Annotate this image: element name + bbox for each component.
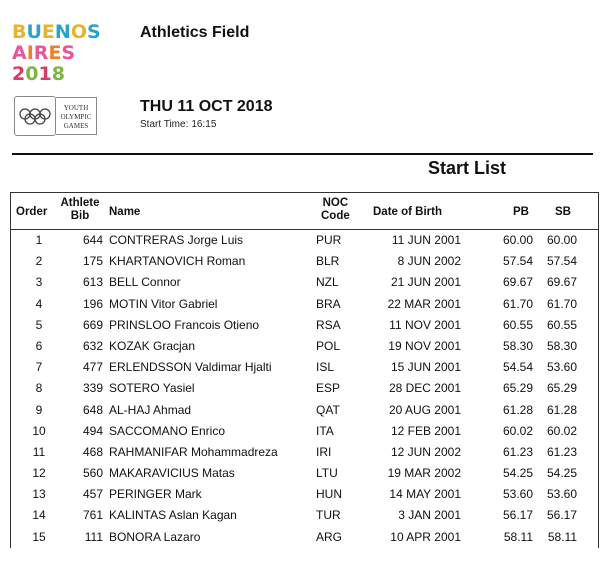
cell-noc: ARG — [316, 529, 343, 544]
cell-sb: 65.29 — [546, 381, 577, 396]
cell-noc: NZL — [316, 275, 339, 290]
cell-noc: LTU — [316, 466, 338, 481]
cell-date-of-birth: 15 JUN 2001 — [390, 360, 461, 375]
logo-letter: E — [48, 42, 62, 64]
cell-noc: POL — [316, 338, 341, 353]
cell-date-of-birth: 8 JUN 2002 — [397, 254, 461, 269]
cell-noc: ESP — [316, 381, 341, 396]
youth-olympic-games-emblem — [14, 96, 98, 136]
cell-date-of-birth: 19 NOV 2001 — [388, 338, 461, 353]
cell-order: 3 — [35, 275, 43, 290]
col-header-noc-line1: NOC — [322, 197, 349, 209]
youth-olympic-games-label: YOUTH OLYMPIC GAMES — [56, 97, 97, 135]
cell-date-of-birth: 28 DEC 2001 — [388, 381, 461, 396]
cell-name: SOTERO Yasiel — [109, 381, 195, 396]
cell-sb: 69.67 — [546, 275, 577, 290]
cell-noc: ISL — [316, 360, 335, 375]
table-row — [11, 315, 598, 336]
cell-order: 1 — [35, 233, 43, 247]
cell-sb: 61.70 — [546, 296, 577, 311]
start-time — [140, 119, 216, 130]
cell-name: KOZAK Gracjan — [109, 338, 196, 353]
cell-name: KHARTANOVICH Roman — [109, 254, 246, 269]
table-row — [11, 527, 598, 548]
table-row — [11, 421, 598, 442]
logo-line-1 — [12, 22, 104, 43]
cell-order: 6 — [35, 338, 43, 353]
cell-date-of-birth: 12 JUN 2002 — [390, 444, 461, 459]
cell-order: 15 — [32, 529, 46, 544]
cell-bib: 632 — [82, 338, 103, 353]
cell-pb: 61.28 — [502, 402, 533, 417]
cell-pb: 54.25 — [502, 466, 533, 481]
olympic-rings-icon — [14, 96, 56, 136]
cell-noc: ITA — [316, 423, 334, 438]
cell-date-of-birth: 11 JUN 2001 — [391, 233, 461, 247]
table-row — [11, 505, 598, 526]
cell-sb: 61.23 — [546, 444, 577, 459]
cell-name: AL-HAJ Ahmad — [109, 402, 192, 417]
cell-order: 7 — [35, 360, 43, 375]
table-row — [11, 294, 598, 315]
cell-name: MAKARAVICIUS Matas — [109, 466, 235, 481]
cell-bib: 613 — [82, 275, 103, 290]
cell-name: PRINSLOO Francois Otieno — [109, 317, 260, 332]
cell-order: 11 — [32, 444, 46, 459]
col-header-athlete-bib-line1: Athlete — [60, 197, 100, 209]
cell-pb: 60.55 — [502, 317, 533, 332]
cell-order: 13 — [32, 487, 46, 502]
cell-date-of-birth: 10 APR 2001 — [390, 529, 461, 544]
cell-bib: 457 — [82, 487, 103, 502]
logo-letter: 8 — [51, 63, 65, 85]
logo-letter: B — [12, 21, 27, 43]
table-row — [11, 272, 598, 293]
cell-name: CONTRERAS Jorge Luis — [109, 233, 244, 247]
cell-order: 10 — [32, 423, 46, 438]
cell-date-of-birth: 19 MAR 2002 — [387, 466, 461, 481]
cell-pb: 56.17 — [502, 508, 533, 523]
cell-pb: 57.54 — [502, 254, 533, 269]
cell-bib: 196 — [82, 296, 103, 311]
cell-order: 9 — [35, 402, 43, 417]
cell-noc: BLR — [316, 254, 340, 269]
cell-noc: RSA — [316, 317, 341, 332]
cell-name: SACCOMANO Enrico — [109, 423, 226, 438]
start-time-value: 16:15 — [191, 119, 217, 130]
cell-date-of-birth: 12 FEB 2001 — [390, 423, 461, 438]
cell-bib: 644 — [82, 233, 103, 247]
cell-name: ERLENDSSON Valdimar Hjalti — [109, 360, 272, 375]
logo-letter: N — [54, 21, 71, 43]
table-row — [11, 357, 598, 378]
cell-bib: 111 — [84, 529, 103, 544]
table-row — [11, 336, 598, 357]
cell-date-of-birth: 22 MAR 2001 — [387, 296, 461, 311]
logo-letter: U — [26, 21, 42, 43]
cell-sb: 57.54 — [546, 254, 577, 269]
cell-name: KALINTAS Aslan Kagan — [109, 508, 237, 523]
cell-sb: 58.11 — [547, 529, 577, 544]
cell-sb: 54.25 — [546, 466, 577, 481]
col-header-noc-line2: Code — [321, 210, 350, 222]
cell-sb: 56.17 — [546, 508, 577, 523]
start-time-label: Start Time: — [140, 119, 189, 130]
cell-order: 14 — [32, 508, 46, 523]
header-divider — [12, 153, 593, 155]
cell-date-of-birth: 3 JAN 2001 — [398, 508, 461, 523]
col-header-order: Order — [16, 206, 48, 218]
cell-order: 12 — [32, 466, 46, 481]
cell-pb: 58.11 — [503, 529, 533, 544]
table-row — [11, 400, 598, 421]
cell-bib: 494 — [82, 423, 103, 438]
table-row — [11, 463, 598, 484]
cell-pb: 54.54 — [502, 360, 533, 375]
cell-name: PERINGER Mark — [109, 487, 202, 502]
cell-bib: 761 — [82, 508, 103, 523]
cell-bib: 560 — [82, 466, 103, 481]
cell-pb: 69.67 — [502, 275, 533, 290]
cell-order: 4 — [35, 296, 43, 311]
logo-letter: S — [61, 42, 76, 64]
start-list-table — [10, 192, 599, 548]
table-row — [11, 230, 598, 251]
cell-pb: 61.70 — [502, 296, 533, 311]
cell-sb: 61.28 — [546, 402, 577, 417]
col-header-name: Name — [109, 206, 141, 218]
cell-pb: 60.00 — [502, 233, 533, 247]
cell-sb: 53.60 — [546, 360, 577, 375]
col-header-athlete-bib-line2: Bib — [70, 210, 90, 222]
cell-sb: 53.60 — [546, 487, 577, 502]
cell-pb: 65.29 — [502, 381, 533, 396]
logo-letter: R — [33, 42, 49, 64]
cell-date-of-birth: 14 MAY 2001 — [389, 487, 461, 502]
cell-date-of-birth: 20 AUG 2001 — [388, 402, 461, 417]
cell-bib: 669 — [82, 317, 103, 332]
cell-pb: 61.23 — [502, 444, 533, 459]
cell-date-of-birth: 21 JUN 2001 — [390, 275, 461, 290]
col-header-noc-code — [321, 197, 350, 223]
cell-noc: TUR — [316, 508, 341, 523]
cell-bib: 175 — [82, 254, 103, 269]
cell-pb: 58.30 — [502, 338, 533, 353]
cell-sb: 60.02 — [546, 423, 577, 438]
cell-noc: PUR — [316, 233, 342, 247]
event-title: Athletics Field — [140, 24, 250, 41]
logo-letter: 0 — [25, 63, 39, 85]
cell-bib: 339 — [82, 381, 103, 396]
table-row — [11, 251, 598, 272]
logo-letter: O — [70, 21, 87, 43]
cell-order: 2 — [35, 254, 43, 269]
cell-bib: 477 — [82, 360, 103, 375]
logo-letter: S — [86, 21, 101, 43]
event-date: THU 11 OCT 2018 — [140, 98, 273, 115]
logo-line-3 — [12, 64, 104, 85]
document-title: Start List — [428, 158, 507, 178]
cell-order: 8 — [35, 381, 43, 396]
cell-date-of-birth: 11 NOV 2001 — [389, 317, 461, 332]
cell-sb: 58.30 — [546, 338, 577, 353]
cell-name: BELL Connor — [109, 275, 181, 290]
cell-sb: 60.00 — [546, 233, 577, 247]
logo-letter: A — [12, 42, 27, 64]
table-row — [11, 378, 598, 399]
cell-noc: QAT — [316, 402, 340, 417]
cell-name: MOTIN Vitor Gabriel — [109, 296, 218, 311]
logo-letter: 2 — [12, 63, 26, 85]
table-row — [11, 484, 598, 505]
table-header — [11, 193, 598, 230]
col-header-sb: SB — [555, 206, 571, 218]
logo-letter: 1 — [38, 63, 52, 85]
cell-order: 5 — [35, 317, 43, 332]
cell-noc: HUN — [316, 487, 342, 502]
cell-bib: 468 — [82, 444, 103, 459]
col-header-athlete-bib — [57, 197, 103, 223]
col-header-date-of-birth: Date of Birth — [373, 206, 442, 218]
logo-letter: E — [41, 21, 55, 43]
cell-noc: IRI — [316, 444, 332, 459]
cell-sb: 60.55 — [546, 317, 577, 332]
cell-pb: 60.02 — [502, 423, 533, 438]
cell-name: BONORA Lazaro — [109, 529, 201, 544]
table-row — [11, 442, 598, 463]
cell-pb: 53.60 — [502, 487, 533, 502]
table-body — [11, 230, 598, 548]
cell-bib: 648 — [82, 402, 103, 417]
col-header-pb: PB — [513, 206, 529, 218]
cell-name: RAHMANIFAR Mohammadreza — [109, 444, 278, 459]
logo-line-2 — [12, 43, 104, 64]
cell-noc: BRA — [316, 296, 341, 311]
logo-letter: I — [26, 42, 34, 64]
